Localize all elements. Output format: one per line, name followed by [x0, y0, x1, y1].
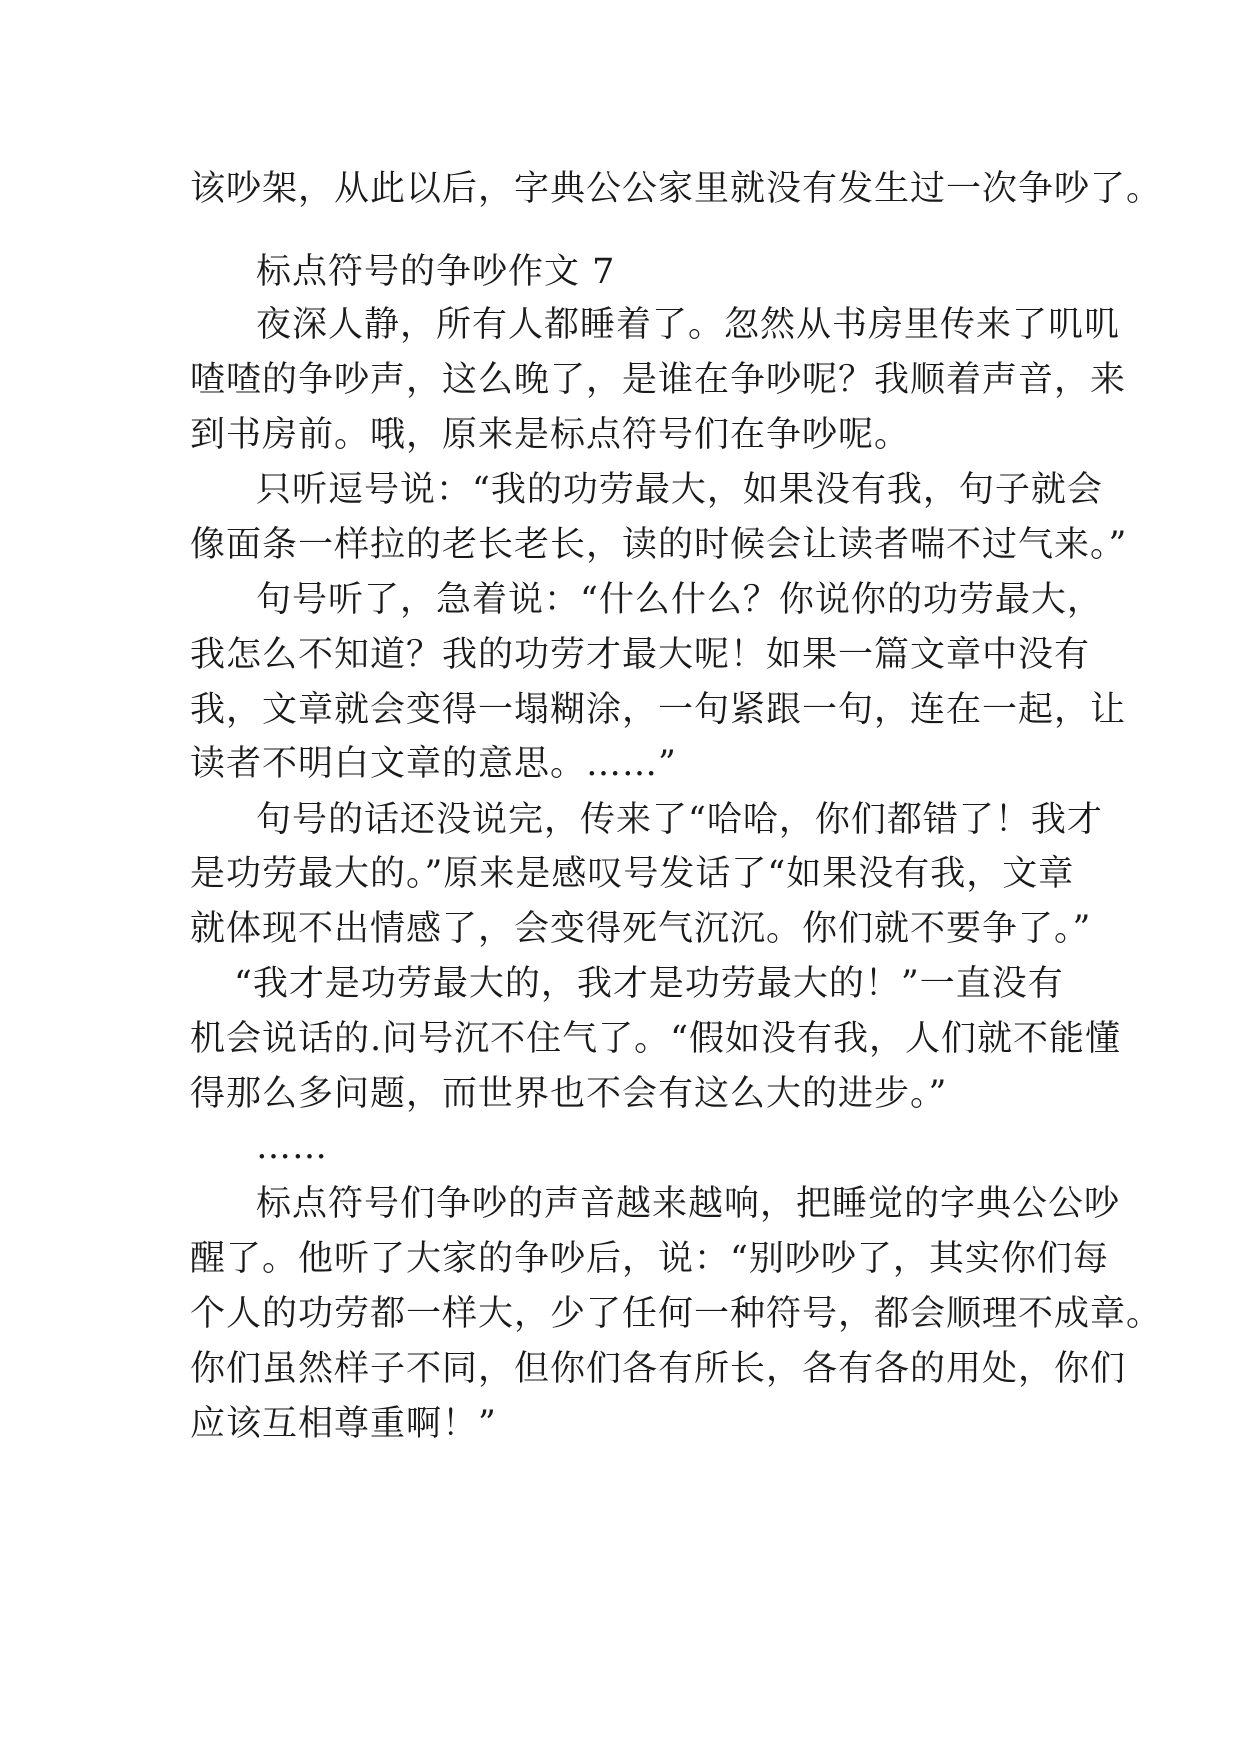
- text-line: 醒了。他听了大家的争吵后，说：“别吵吵了，其实你们每: [190, 1239, 1109, 1279]
- text-line: 该吵架，从此以后，字典公公家里就没有发生过一次争吵了。: [190, 169, 1163, 209]
- text-line: 喳喳的争吵声，这么晚了，是谁在争吵呢？我顺着声音，来: [190, 360, 1127, 400]
- text-line: 个人的功劳都一样大，少了任何一种符号，都会顺理不成章。: [190, 1294, 1163, 1334]
- text-line: 只听逗号说：“我的功劳最大，如果没有我，句子就会: [256, 470, 1103, 510]
- text-line: 机会说话的.问号沉不住气了。“假如没有我，人们就不能懂: [190, 1019, 1122, 1059]
- text-line: 标点符号们争吵的声音越来越响，把睡觉的字典公公吵: [256, 1184, 1121, 1224]
- text-line: 句号听了，急着说：“什么什么？你说你的功劳最大，: [256, 580, 1103, 620]
- text-line: 就体现不出情感了，会变得死气沉沉。你们就不要争了。”: [190, 909, 1092, 949]
- section-heading: 标点符号的争吵作文 7: [256, 252, 616, 292]
- ellipsis-line: ……: [256, 1127, 328, 1167]
- text-line: 得那么多问题，而世界也不会有这么大的进步。”: [190, 1074, 948, 1114]
- document-page: [190, 0, 1163, 1754]
- text-line: 应该互相尊重啊！”: [190, 1404, 497, 1444]
- text-line: 是功劳最大的。”原来是感叹号发话了“如果没有我，文章: [190, 854, 1075, 894]
- text-line: 到书房前。哦，原来是标点符号们在争吵呢。: [190, 415, 911, 455]
- text-line: 我，文章就会变得一塌糊涂，一句紧跟一句，连在一起，让: [190, 690, 1127, 730]
- text-line: 你们虽然样子不同，但你们各有所长，各有各的用处，你们: [190, 1349, 1127, 1389]
- text-line: 像面条一样拉的老长老长，读的时候会让读者喘不过气来。”: [190, 525, 1128, 565]
- text-line: 我怎么不知道？我的功劳才最大呢！如果一篇文章中没有: [190, 635, 1091, 675]
- text-line: 句号的话还没说完，传来了“哈哈，你们都错了！我才: [256, 800, 1103, 840]
- text-line: “我才是功劳最大的，我才是功劳最大的！”一直没有: [234, 964, 1064, 1004]
- text-line: 读者不明白文章的意思。……”: [190, 744, 677, 784]
- text-line: 夜深人静，所有人都睡着了。忽然从书房里传来了叽叽: [256, 305, 1121, 345]
